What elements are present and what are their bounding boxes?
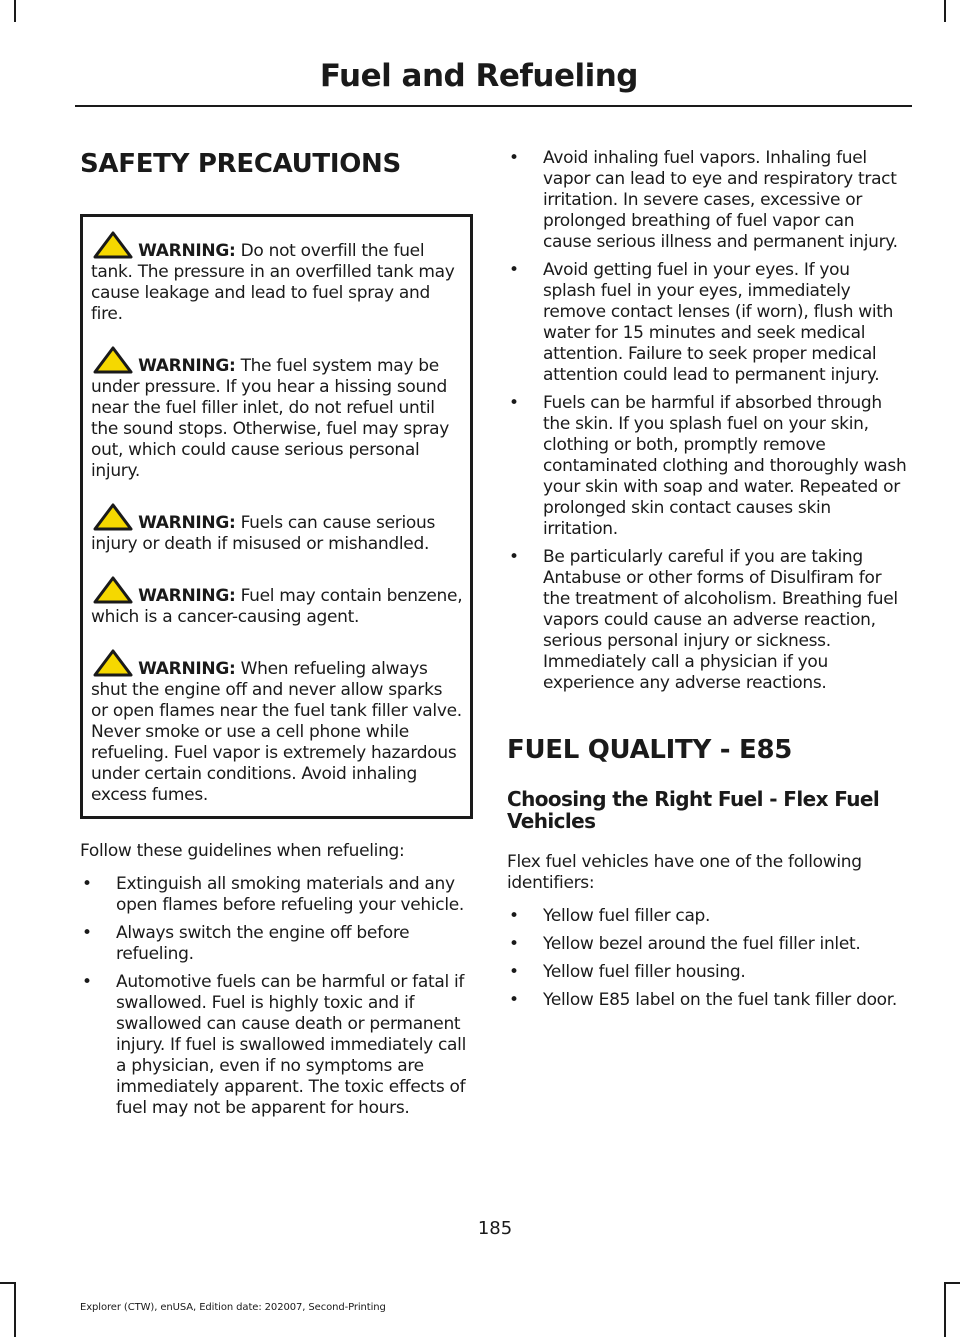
list-item-text: Yellow bezel around the fuel filler inlet. [543, 934, 861, 954]
warning-triangle-icon [93, 231, 133, 259]
list-item-text: Be particularly careful if you are taking Antabuse or other forms of Disulfiram for the treatment of alcoholism. Breathing fuel vapors could cause an adverse reaction, serious personal injury or sickness. Immediately call a physician if you experience any adverse reactions. [543, 547, 898, 693]
bullet-glyph: • [82, 923, 92, 943]
page-number: 185 [477, 1218, 513, 1239]
flex-fuel-intro: Flex fuel vehicles have one of the following identifiers: [507, 852, 862, 893]
bullet-glyph: • [509, 393, 519, 413]
warning-item [91, 649, 464, 806]
warning-box [80, 214, 473, 819]
list-item-text: Always switch the engine off before refueling. [116, 923, 410, 964]
list-item-text: Avoid inhaling fuel vapors. Inhaling fuel vapor can lead to eye and respiratory tract irritation. In severe cases, excessive or prolonged breathing of fuel vapor can cause serious illness and permanent injury. [543, 148, 898, 252]
list-item [507, 962, 907, 983]
bullet-glyph: • [509, 260, 519, 280]
crop-mark-bottom-left-v [14, 1282, 16, 1337]
warning-text: Fuels can cause serious injury or death if misused or mishandled. [91, 513, 436, 554]
warning-text: Fuel may contain benzene, which is a cancer-causing agent. [91, 586, 463, 627]
page-header-title: Fuel and Refueling [319, 58, 638, 94]
warning-text: When refueling always shut the engine off and never allow sparks or open flames near the fuel tank filler valve. Never smoke or use a cell phone while refueling. Fuel vapor is extremely hazardous under certain conditions. Avoid inhaling excess fumes. [91, 659, 462, 805]
crop-mark-bottom-right-h [944, 1282, 960, 1284]
list-item-text: Yellow fuel filler cap. [543, 906, 711, 926]
list-item-text: Avoid getting fuel in your eyes. If you splash fuel in your eyes, immediately remove contact lenses (if worn), flush with water for 15 minutes and seek medical attention. Failure to seek proper medical attention could lead to permanent injury. [543, 260, 894, 385]
refueling-guidelines-list [80, 874, 475, 1119]
list-item [507, 906, 907, 927]
warning-item [91, 231, 464, 325]
list-item [507, 393, 907, 540]
fuel-quality-heading: FUEL QUALITY - E85 [507, 735, 793, 765]
safety-precautions-heading: SAFETY PRECAUTIONS [80, 149, 401, 179]
warning-label: WARNING: [138, 659, 236, 679]
footer-edition-info: Explorer (CTW), enUSA, Edition date: 202007, Second-Printing [80, 1302, 386, 1313]
list-item [80, 923, 475, 965]
warning-item [91, 346, 464, 482]
crop-mark-top-left [14, 0, 16, 22]
bullet-glyph: • [509, 990, 519, 1010]
bullet-glyph: • [82, 874, 92, 894]
refueling-guidelines-intro: Follow these guidelines when refueling: [80, 841, 405, 861]
warning-label: WARNING: [138, 513, 236, 533]
list-item [507, 260, 907, 386]
flex-fuel-subheading: Choosing the Right Fuel - Flex Fuel Vehicles [507, 787, 880, 833]
warning-triangle-icon [93, 649, 133, 677]
list-item-text: Extinguish all smoking materials and any open flames before refueling your vehicle. [116, 874, 465, 915]
bullet-glyph: • [509, 148, 519, 168]
bullet-glyph: • [509, 962, 519, 982]
list-item [80, 972, 475, 1119]
bullet-glyph: • [509, 906, 519, 926]
list-item [80, 874, 475, 916]
warning-text: The fuel system may be under pressure. If you hear a hissing sound near the fuel filler inlet, do not refuel until the sound stops. Otherwise, fuel may spray out, which could cause serious personal injury. [91, 356, 450, 481]
warning-label: WARNING: [138, 241, 236, 261]
warning-triangle-icon [93, 503, 133, 531]
list-item [507, 547, 907, 694]
list-item-text: Fuels can be harmful if absorbed through the skin. If you splash fuel on your skin, clothing or both, promptly remove contaminated clothing and thoroughly wash your skin with soap and water. Repeated or prolonged skin contact causes skin irritation. [543, 393, 907, 539]
list-item [507, 148, 907, 253]
warning-triangle-icon [93, 346, 133, 374]
left-column [80, 148, 475, 1126]
list-item [507, 934, 907, 955]
flex-fuel-identifiers-list [507, 906, 907, 1011]
warning-triangle-icon [93, 576, 133, 604]
bullet-glyph: • [509, 547, 519, 567]
warning-text: Do not overfill the fuel tank. The pressure in an overfilled tank may cause leakage and lead to fuel spray and fire. [91, 241, 455, 324]
crop-mark-bottom-right-v [944, 1282, 946, 1337]
header-rule [75, 105, 912, 107]
list-item [507, 990, 907, 1011]
list-item-text: Automotive fuels can be harmful or fatal if swallowed. Fuel is highly toxic and if swallowed can cause death or permanent injury. If fuel is swallowed immediately call a physician, even if no symptoms are immediately apparent. The toxic effects of fuel may not be apparent for hours. [116, 972, 467, 1118]
warning-label: WARNING: [138, 586, 236, 606]
warning-item [91, 576, 464, 628]
list-item-text: Yellow fuel filler housing. [543, 962, 746, 982]
crop-mark-bottom-left-h [0, 1282, 16, 1284]
list-item-text: Yellow E85 label on the fuel tank filler door. [543, 990, 897, 1010]
bullet-glyph: • [82, 972, 92, 992]
right-column [507, 148, 907, 1018]
crop-mark-top-right [944, 0, 946, 22]
warning-label: WARNING: [138, 356, 236, 376]
fuel-safety-list [507, 148, 907, 694]
bullet-glyph: • [509, 934, 519, 954]
warning-item [91, 503, 464, 555]
